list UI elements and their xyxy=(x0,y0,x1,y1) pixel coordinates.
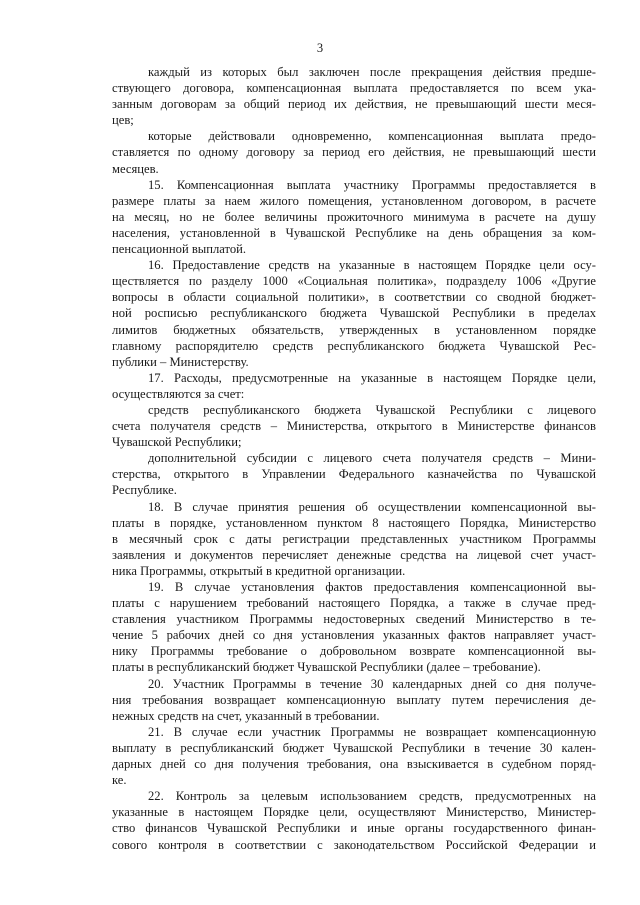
text-line: платы с нарушением требований настоящего Порядка, а также в случае пред- xyxy=(112,596,596,611)
text-line: 20. Участник Программы в течение 30 календарных дней со дня получе- xyxy=(148,676,596,691)
text-line: дарных дней со дня получения требования, она взыскивается в судебном поряд- xyxy=(112,757,596,772)
text-line: выплату в республиканский бюджет Чувашской Республики в течение 30 кален- xyxy=(112,740,596,755)
text-line: вопросы в области социальной политики», в соответствии со сводной бюджет- xyxy=(112,290,596,305)
text-line: дополнительной субсидии с лицевого счета получателя средств – Мини- xyxy=(148,451,596,466)
text-line: которые действовали одновременно, компенсационная выплата предо- xyxy=(148,129,596,144)
text-line: ника Программы, открытый в кредитной организации. xyxy=(112,563,406,578)
text-line: цев; xyxy=(112,113,134,128)
text-line: Чувашской Республики; xyxy=(112,435,242,450)
text-line: стерства, открытого в Управлении Федерального казначейства по Чувашской xyxy=(112,467,596,482)
text-line: 19. В случае установления фактов предоставления компенсационной вы- xyxy=(148,580,596,594)
text-line: осуществляются за счет: xyxy=(112,386,245,401)
text-line: ство финансов Чувашской Республики и иные органы государственного финан- xyxy=(112,821,596,836)
text-line: населения, установленной в Чувашской Республике на день обращения за ком- xyxy=(112,225,596,240)
text-line: 15. Компенсационная выплата участнику Программы предоставляется в xyxy=(148,177,596,192)
text-line: ния требования возвращает компенсационную выплату путем перечисления де- xyxy=(112,692,596,707)
text-line: 22. Контроль за целевым использованием средств, предусмотренных на xyxy=(148,789,596,804)
text-line: ставляется по одному договору за период его действия, не превышающий шести xyxy=(112,145,596,160)
text-line: средств республиканского бюджета Чувашской Республики с лицевого xyxy=(148,402,596,417)
text-line: ной росписью республиканского бюджета Чувашской Республики в пределах xyxy=(112,306,596,321)
text-line: ствующего договора, компенсационная выплата предоставляется по всем ука- xyxy=(112,81,596,96)
text-line: ставления участником Программы недостоверных сведений Министерство в те- xyxy=(112,612,596,627)
text-line: 21. В случае если участник Программы не возвращает компенсационную xyxy=(148,724,596,739)
text-line: платы в республиканский бюджет Чувашской Республики (далее – требование). xyxy=(112,660,541,675)
text-line: публики – Министерству. xyxy=(112,354,249,369)
text-line: пенсационной выплатой. xyxy=(112,242,247,257)
text-line: в месячный срок с даты регистрации представленных участником Программы xyxy=(112,531,596,546)
text-line: занным договорам за общий период их действия, не превышающий шести меся- xyxy=(112,97,596,112)
text-line: каждый из которых был заключен после прекращения действия предше- xyxy=(148,65,596,79)
text-line: ке. xyxy=(112,773,127,788)
document-body xyxy=(112,64,596,853)
text-line: на месяц, но не более величины прожиточного минимума в расчете на душу xyxy=(112,209,596,224)
page-number: 3 xyxy=(316,41,324,55)
text-line: указанные в настоящем Порядке цели, осуществляют Министерство, Министер- xyxy=(112,805,596,820)
text-line: нику Программы требование о добровольном возврате компенсационной вы- xyxy=(112,644,596,659)
text-line: счета получателя средств – Министерства, открытого в Министерстве финансов xyxy=(112,419,596,434)
text-line: сового контроля в соответствии с законодательством Российской Федерации и xyxy=(112,837,596,852)
text-line: платы в порядке, установленном пунктом 8 настоящего Порядка, Министерство xyxy=(112,515,596,530)
text-line: 18. В случае принятия решения об осуществлении компенсационной вы- xyxy=(148,499,596,514)
text-line: лимитов бюджетных обязательств, утвержденных в установленном порядке xyxy=(112,322,596,337)
text-line: ществляется по разделу 1000 «Социальная политика», подразделу 1006 «Другие xyxy=(112,274,596,289)
text-line: 17. Расходы, предусмотренные на указанные в настоящем Порядке цели, xyxy=(148,370,596,385)
text-line: нежных средств на счет, указанный в требовании. xyxy=(112,708,380,723)
text-line: 16. Предоставление средств на указанные в настоящем Порядке цели осу- xyxy=(148,258,596,273)
text-line: главному распорядителю средств республиканского бюджета Чувашской Рес- xyxy=(112,338,596,353)
text-line: месяцев. xyxy=(112,161,159,176)
text-line: размере платы за наем жилого помещения, установленном договором, в расчете xyxy=(112,193,596,208)
text-line: заявления и документов перечисляет денежные средства на лицевой счет участ- xyxy=(112,547,596,562)
text-line: Республике. xyxy=(112,483,177,498)
text-line: чение 5 рабочих дней со дня установления указанных фактов направляет участ- xyxy=(112,628,596,643)
